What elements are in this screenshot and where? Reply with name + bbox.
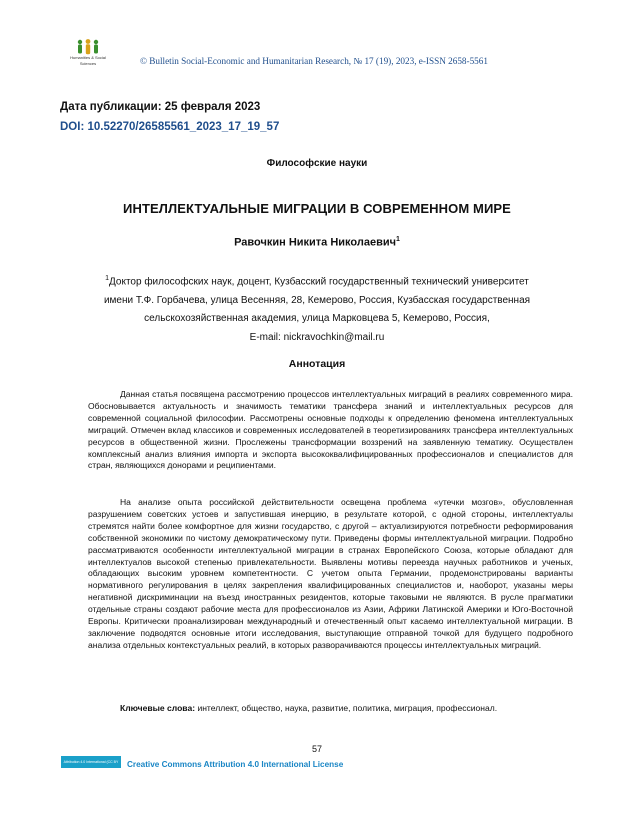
license-link[interactable]: Creative Commons Attribution 4.0 International License bbox=[127, 760, 344, 769]
affiliation bbox=[62, 270, 572, 347]
logo-text-line-2: Sciences bbox=[79, 60, 97, 66]
affiliation-line-3: сельскохозяйственная академия, улица Марковцева 5, Кемерово, Россия, bbox=[144, 313, 490, 325]
people-logo-icon bbox=[74, 39, 102, 55]
affiliation-mark: 1 bbox=[105, 275, 110, 282]
author-footnote-mark: 1 bbox=[396, 236, 400, 243]
affiliation-email[interactable]: E-mail: nickravochkin@mail.ru bbox=[249, 331, 385, 343]
doi-link[interactable]: DOI: 10.52270/26585561_2023_17_19_57 bbox=[60, 121, 280, 133]
journal-header: © Bulletin Social-Economic and Humanitarian Research, № 17 (19), 2023, e-ISSN 2658-5561 bbox=[140, 56, 488, 66]
keywords-line bbox=[88, 703, 573, 713]
cc-license-badge[interactable]: Attribution 4.0 International (CC BY 4.0) bbox=[61, 756, 121, 768]
abstract-paragraph-1: Данная статья посвящена рассмотрению процессов интеллектуальных миграций в реалиях современного мира. Обосновывается актуальность и значимость тематики трансфера знаний и интеллектуальных ресурсов для современной социальной философии. Рассмотрены основные подходы к определению феномена интеллектуальных миграций. Отмечен вклад классиков и современных исследователей в теоретизированиях трансфера интеллектуальных ресурсов в общественной жизни. Прослежены трансформации воззрений на заявленную тематику. Осуществлен комплексный анализ влияния импорта и экспорта высококвалифицированных профессионалов и специалистов для стран, являющихся донорами и реципиентами. bbox=[88, 389, 573, 471]
keywords-label: Ключевые слова: bbox=[120, 703, 196, 713]
logo-text-line-1: Humanities & Social bbox=[70, 55, 106, 60]
keywords-text: интеллект, общество, наука, развитие, политика, миграция, профессионал. bbox=[197, 703, 498, 713]
publication-date: Дата публикации: 25 февраля 2023 bbox=[60, 101, 261, 113]
author-line bbox=[0, 236, 634, 249]
affiliation-line-2: имени Т.Ф. Горбачева, улица Весенняя, 28, Кемерово, Россия, Кузбасская государственная bbox=[103, 294, 531, 306]
journal-logo bbox=[66, 39, 110, 66]
affiliation-line-1: $^1$Доктор философских наук, доцент, Кузбасский государственный технический университет bbox=[105, 275, 529, 288]
article-title: ИНТЕЛЛЕКТУАЛЬНЫЕ МИГРАЦИИ В СОВРЕМЕННОМ МИРЕ bbox=[123, 201, 511, 216]
abstract-heading: Аннотация bbox=[288, 358, 346, 370]
section-heading: Философские науки bbox=[266, 158, 368, 169]
author-name: Равочкин Никита Николаевич bbox=[234, 236, 396, 249]
abstract-paragraph-2: На анализе опыта российской действительности освещена проблема «утечки мозгов», обусловленная разрушением советских устоев и запустившая инерцию, в результате которой, с одной стороны, интеллектуалы стремятся найти более комфортное для жизни государство, с другой – актуализируются потребности реформирования собственной экономики по чистому демократическому пути. Приведены формы интеллектуальной миграции. Подробно рассматриваются особенности интеллектуальной миграции в странах Европейского Союза, которые обладают для интеллектуалов высокой степенью привлекательности. Выявлены мотивы переезда научных работников и ученых, обладающих высоким уровнем компетентности. С учетом опыта Германии, продемонстрированы варианты нормативного регулирования в целях закрепления квалифицированных специалистов и, наоборот, указаны меры негативной дискриминации на въезд иностранных резидентов, которые таковыми не являются. В русле прагматики отдельные страны создают рабочие места для профессионалов из Азии, Африки Латинской Америки и Юго-Восточной Европы. Критически проанализирован международный и отечественный опыт касаемо интеллектуальной миграции. В заключение подводятся основные итоги исследования, выступающие отправной точкой для будущего подробного анализа отдельных контекстуальных реалий, в которых разворачиваются процессы интеллектуальных миграций. bbox=[88, 497, 573, 650]
page-number: 57 bbox=[311, 744, 322, 754]
